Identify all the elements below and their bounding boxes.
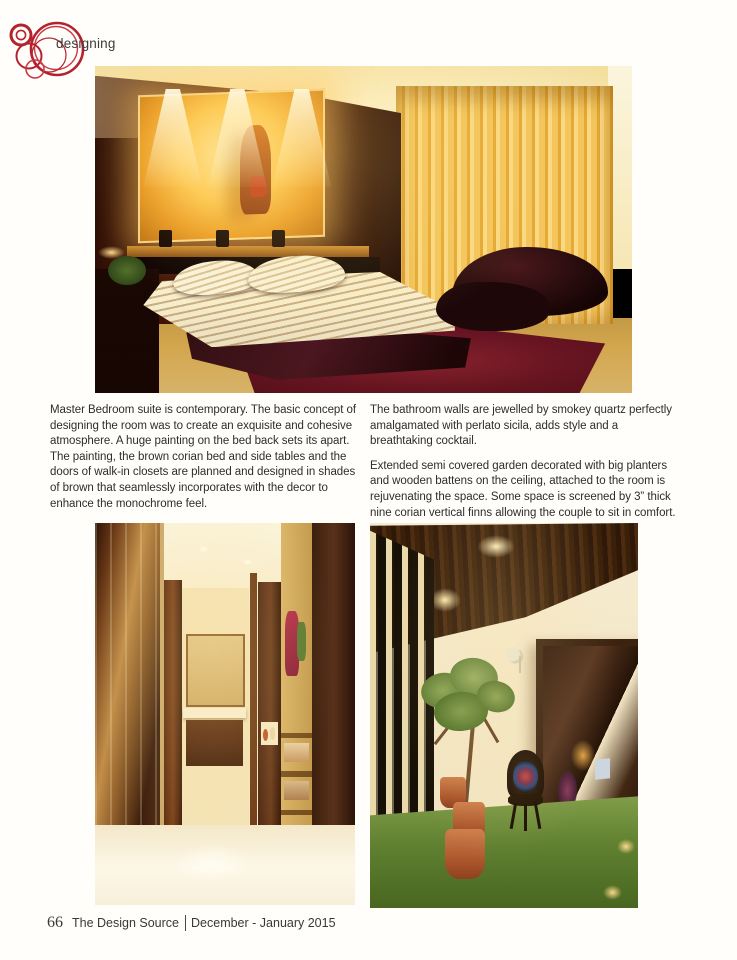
issue-date: December - January 2015 (191, 916, 336, 930)
page-footer (47, 914, 336, 932)
left-column (50, 403, 357, 521)
page-number: 66 (47, 914, 63, 931)
paragraph-bathroom: The bathroom walls are jewelled by smokey quartz perfectly amalgamated with perlato sicila, adds style and a breathtaking cocktail. (370, 404, 672, 448)
warm-light-overlay (370, 523, 638, 908)
closet-photo (95, 523, 355, 905)
magazine-title: The Design Source (72, 916, 180, 930)
paragraph-garden: Extended semi covered garden decorated with big planters and wooden battens on the ceiling, attached to the room is rejuvenating the space. Some space is screened by 3” thick nine corian vertical finns allowing the couple to sit in comfort. (370, 459, 676, 519)
warm-light-overlay (95, 523, 355, 905)
footer-divider (185, 915, 186, 931)
warm-light-overlay (95, 66, 632, 393)
right-column (370, 403, 682, 530)
bedroom-photo (95, 66, 632, 393)
paragraph-bedroom: Master Bedroom suite is contemporary. The basic concept of designing the room was to create an exquisite and cohesive atmosphere. A huge painting on the bed back sets its apart. The painting, the brown corian bed and side tables and the doors of walk-in closets are planned and designed in shades of brown that seamlessly incorporates with the decor to enhance the monochrome feel. (50, 404, 357, 510)
garden-photo (370, 523, 638, 908)
logo-label: designing (56, 36, 116, 51)
